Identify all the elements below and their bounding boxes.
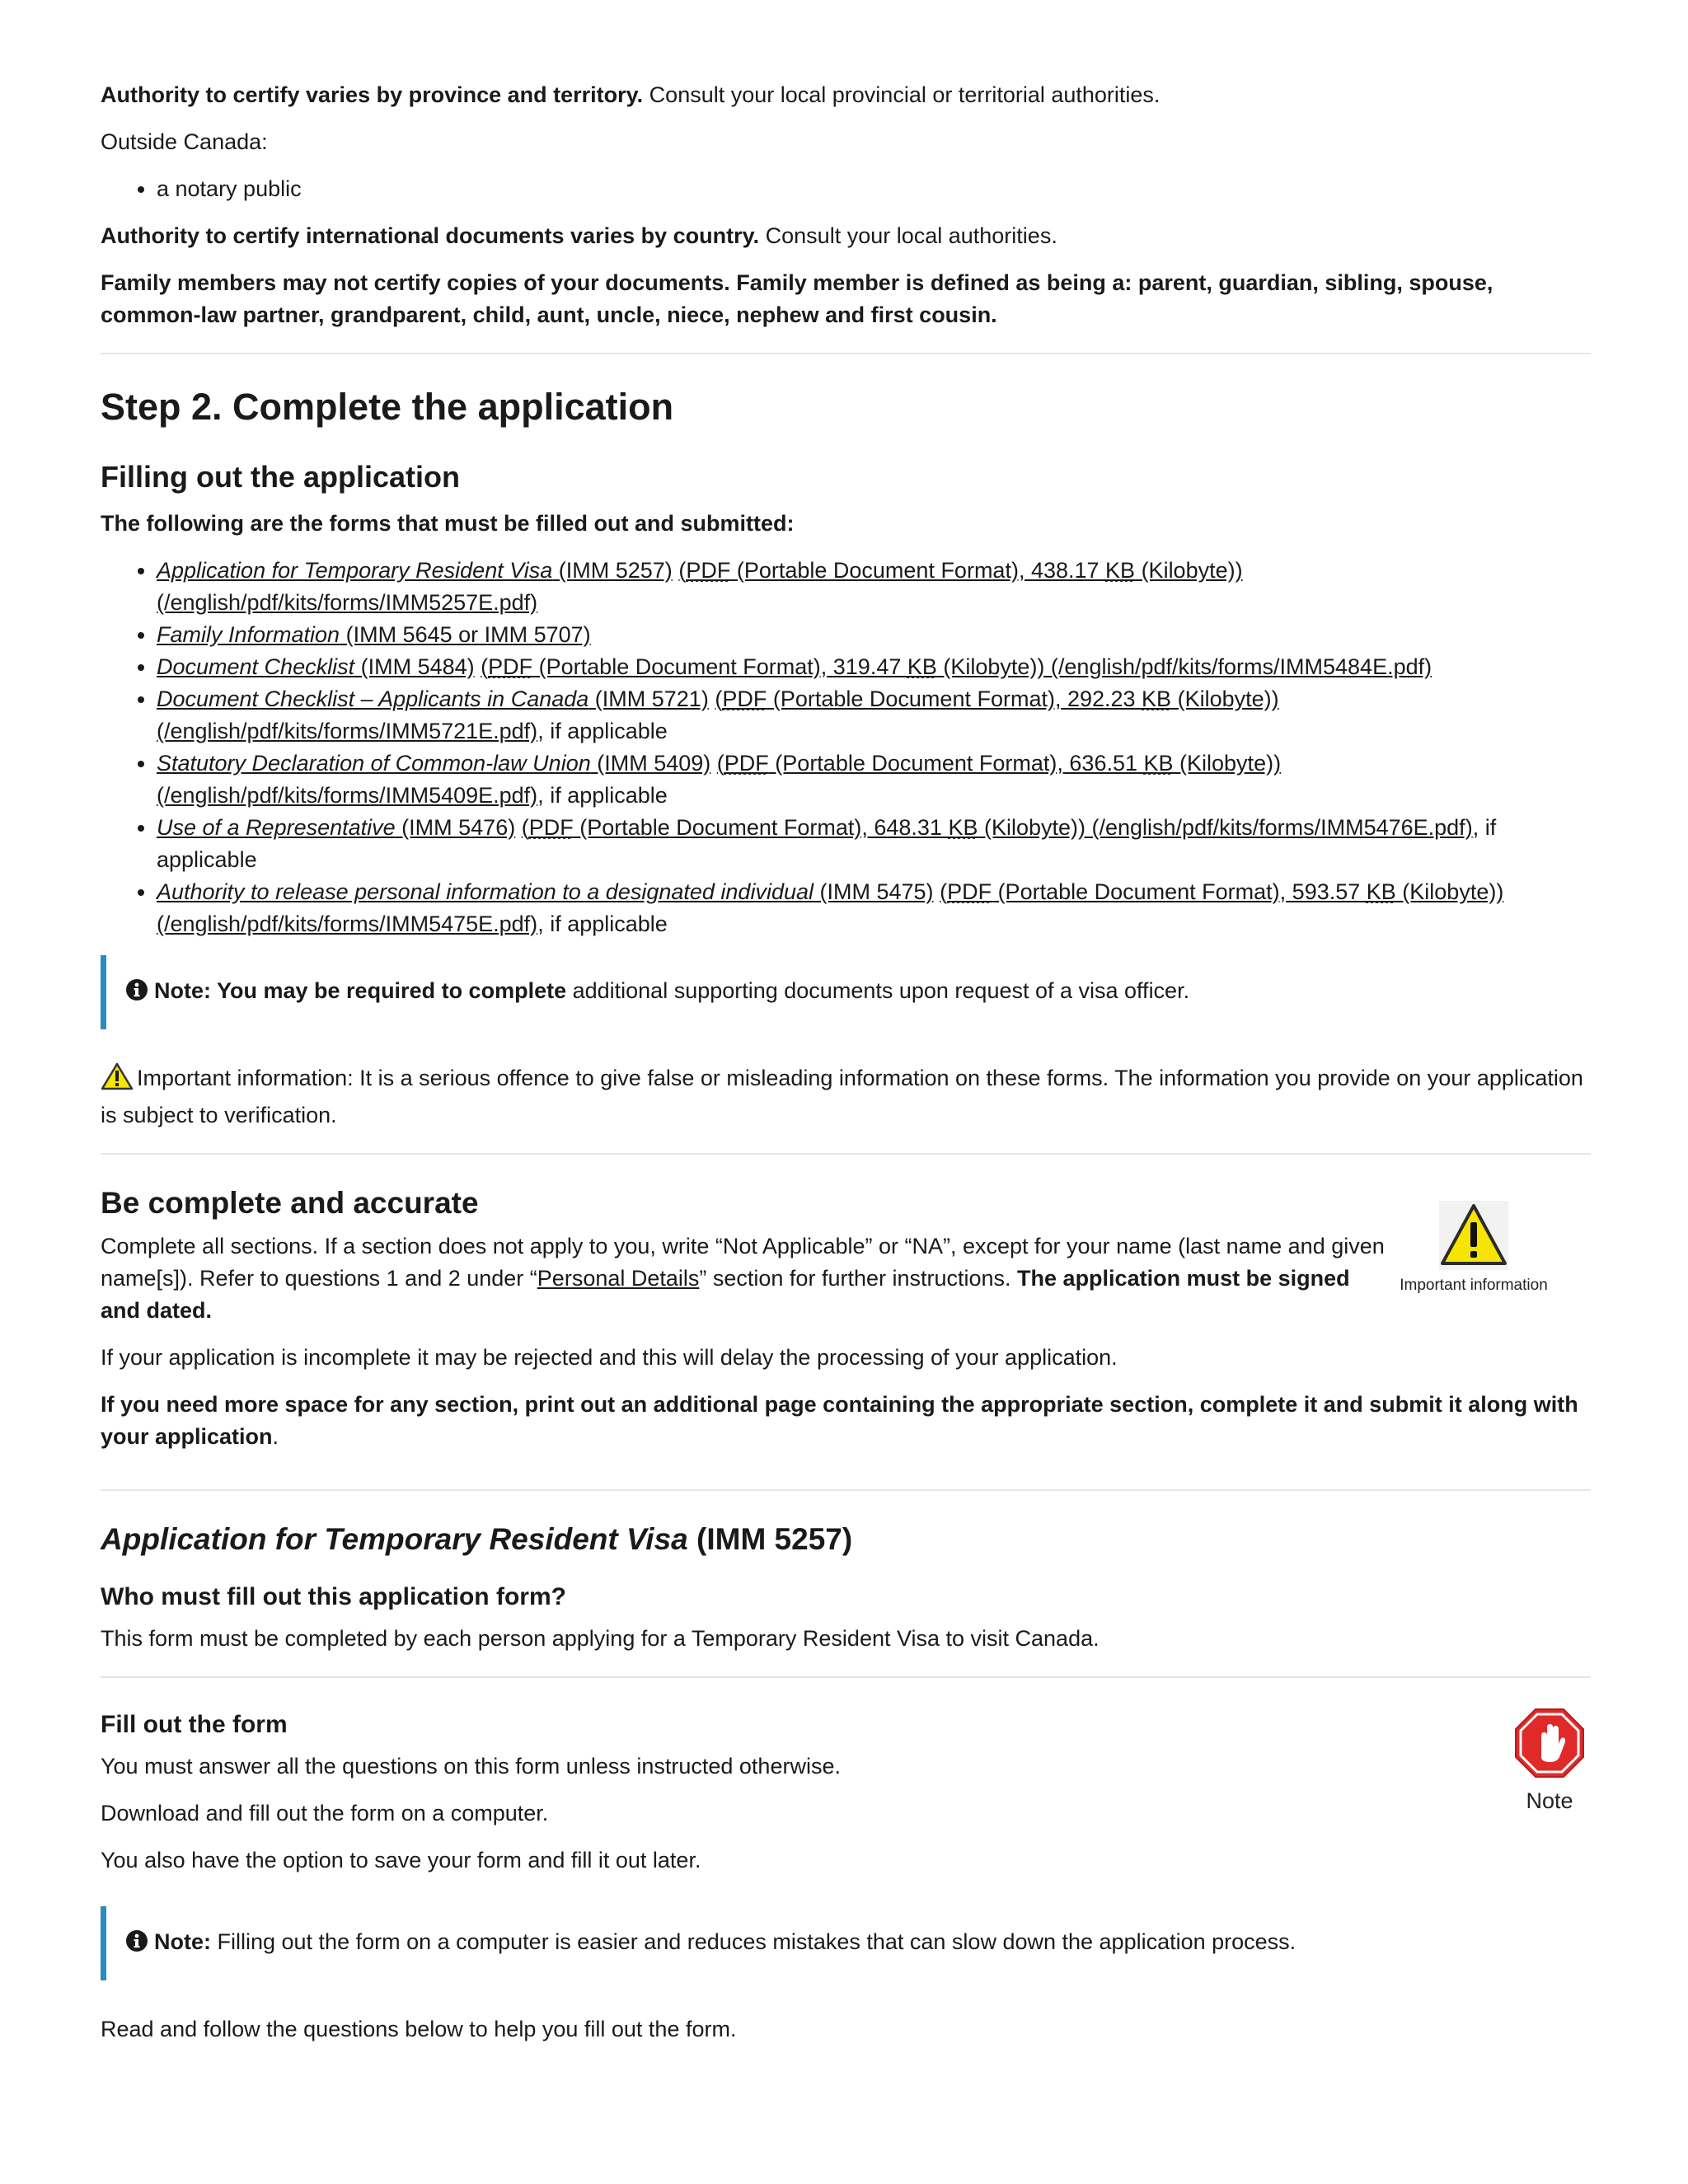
pdf-abbr: PDF bbox=[947, 879, 992, 904]
pdf-full: (Portable Document Format), 593.57 bbox=[992, 879, 1367, 904]
form-link-imm5409[interactable] bbox=[157, 751, 710, 776]
list-item bbox=[157, 876, 1591, 940]
form-code: (IMM 5475) bbox=[814, 879, 934, 904]
family-members-paragraph bbox=[101, 267, 1591, 331]
accurate-heading: Be complete and accurate bbox=[101, 1186, 479, 1220]
kb-abbr: KB bbox=[948, 815, 978, 840]
more-space-paragraph bbox=[101, 1389, 1591, 1453]
incomplete-paragraph: If your application is incomplete it may be rejected and this will delay the processing of your application. bbox=[101, 1345, 1118, 1370]
divider bbox=[101, 1489, 1591, 1491]
pdf-full: (Portable Document Format), 648.31 bbox=[573, 815, 949, 840]
pdf-path: (/english/pdf/kits/forms/IMM5257E.pdf) bbox=[157, 590, 538, 615]
kb-full: (Kilobyte)) bbox=[1171, 687, 1279, 711]
warning-sign-icon bbox=[1439, 1201, 1508, 1270]
pdf-path: (/english/pdf/kits/forms/IMM5409E.pdf) bbox=[157, 783, 538, 808]
fill-p3: You also have the option to save your form and fill it out later. bbox=[101, 1848, 701, 1872]
form-title: Statutory Declaration of Common-law Union bbox=[157, 751, 591, 776]
more-space-bold: If you need more space for any section, print out an additional page containing the appropriate section, complete it and submit it along with your application bbox=[101, 1392, 1578, 1449]
kb-abbr: KB bbox=[1105, 558, 1136, 583]
stop-hand-icon bbox=[1514, 1708, 1585, 1779]
note-box bbox=[101, 955, 1591, 1029]
list-item bbox=[157, 812, 1591, 876]
period: . bbox=[272, 1424, 279, 1449]
pdf-full: (Portable Document Format), 636.51 bbox=[768, 751, 1144, 776]
pdf-pre: ( bbox=[678, 558, 687, 583]
forms-intro-bold: The following are the forms that must be filled out and submitted: bbox=[101, 511, 795, 536]
family-members-bold: Family members may not certify copies of your documents. Family member is defined as being a: parent, guardian, sibling, spouse, common-law partner, grandparent, child, aunt, uncle, niece, nephew and first cousin. bbox=[101, 270, 1493, 327]
divider bbox=[101, 353, 1591, 354]
pdf-abbr: PDF bbox=[724, 751, 769, 776]
outside-canada-label: Outside Canada: bbox=[101, 129, 268, 154]
authority-paragraph bbox=[101, 79, 1591, 111]
international-paragraph bbox=[101, 220, 1591, 252]
pdf-path: (/english/pdf/kits/forms/IMM5484E.pdf) bbox=[1044, 654, 1432, 679]
pdf-abbr: PDF bbox=[686, 558, 731, 583]
international-rest: Consult your local authorities. bbox=[759, 223, 1057, 248]
outside-canada-list bbox=[101, 173, 1591, 205]
important-information-figure bbox=[1391, 1201, 1556, 1296]
authority-bold: Authority to certify varies by province and territory. bbox=[101, 82, 644, 107]
form-code: (IMM 5409) bbox=[590, 751, 711, 776]
form-link-imm5257[interactable] bbox=[157, 558, 673, 583]
list-item bbox=[157, 619, 1591, 651]
form-title: Authority to release personal information to a designated individual bbox=[157, 879, 814, 904]
form-code: (IMM 5257) bbox=[552, 558, 673, 583]
imm5257-heading bbox=[101, 1521, 1591, 1558]
fill-p1: You must answer all the questions on this form unless instructed otherwise. bbox=[101, 1754, 841, 1779]
pdf-full: (Portable Document Format), 319.47 bbox=[532, 654, 907, 679]
forms-intro bbox=[101, 508, 1591, 540]
kb-full: (Kilobyte)) bbox=[1395, 879, 1504, 904]
form-title: Application for Temporary Resident Visa bbox=[157, 558, 553, 583]
warning-icon bbox=[101, 1062, 134, 1099]
document-page bbox=[101, 79, 1591, 2060]
imm5257-heading-title: Application for Temporary Resident Visa bbox=[101, 1522, 688, 1556]
list-item bbox=[157, 555, 1591, 619]
pdf-pre: ( bbox=[521, 815, 529, 840]
kb-full: (Kilobyte)) bbox=[1173, 751, 1282, 776]
p1-mid: ” section for further instructions. bbox=[699, 1266, 1018, 1291]
list-item bbox=[157, 683, 1591, 748]
figure-caption: Important information bbox=[1400, 1277, 1548, 1294]
if-applicable: , if applicable bbox=[537, 719, 668, 743]
authority-rest: Consult your local provincial or territorial authorities. bbox=[643, 82, 1160, 107]
pdf-abbr: PDF bbox=[528, 815, 574, 840]
kb-abbr: KB bbox=[1143, 751, 1174, 776]
form-link-imm5476[interactable] bbox=[157, 815, 515, 840]
info-icon bbox=[126, 977, 148, 1010]
kb-abbr: KB bbox=[1366, 879, 1396, 904]
important-text: Important information: It is a serious offence to give false or misleading information on these forms. The information you provide on your application is subject to verification. bbox=[101, 1066, 1583, 1127]
kb-abbr: KB bbox=[1142, 687, 1172, 711]
note-bold: Note: bbox=[154, 1929, 211, 1954]
pdf-pre: ( bbox=[940, 879, 948, 904]
pdf-full: (Portable Document Format), 292.23 bbox=[767, 687, 1142, 711]
note-text: additional supporting documents upon request of a visa officer. bbox=[566, 978, 1190, 1003]
pdf-abbr: PDF bbox=[488, 654, 533, 679]
list-item: • a notary public bbox=[157, 173, 1591, 205]
who-text: This form must be completed by each person applying for a Temporary Resident Visa to visit Canada. bbox=[101, 1626, 1100, 1651]
note-box bbox=[101, 1906, 1591, 1980]
pdf-path: (/english/pdf/kits/forms/IMM5475E.pdf) bbox=[157, 912, 538, 936]
divider bbox=[101, 1676, 1591, 1678]
personal-details-link[interactable]: Personal Details bbox=[537, 1266, 700, 1291]
form-code: (IMM 5476) bbox=[395, 815, 516, 840]
divider bbox=[101, 1153, 1591, 1155]
final-paragraph: Read and follow the questions below to help you fill out the form. bbox=[101, 2017, 737, 2041]
pdf-path: (/english/pdf/kits/forms/IMM5476E.pdf) bbox=[1085, 815, 1473, 840]
pdf-pre: ( bbox=[716, 751, 724, 776]
forms-list bbox=[101, 555, 1591, 940]
form-link-imm5475[interactable] bbox=[157, 879, 934, 904]
important-information bbox=[101, 1062, 1591, 1132]
pdf-abbr: PDF bbox=[722, 687, 767, 711]
note-bold: Note: You may be required to complete bbox=[154, 978, 567, 1003]
form-link-imm5721[interactable] bbox=[157, 687, 709, 711]
p1-start: Complete all sections. If a section does not apply to you, write “Not Applicable” or “NA”, except for your name (last name and given name[s]). Refer to questions 1 and 2 under “ bbox=[101, 1234, 1385, 1291]
form-link-family-information[interactable] bbox=[157, 622, 591, 647]
note-caption: Note bbox=[1526, 1788, 1573, 1813]
form-title: Use of a Representative bbox=[157, 815, 396, 840]
if-applicable: , if applicable bbox=[157, 815, 1497, 872]
form-title: Document Checklist – Applicants in Canada bbox=[157, 687, 589, 711]
list-item bbox=[157, 748, 1591, 812]
international-bold: Authority to certify international documents varies by country. bbox=[101, 223, 760, 248]
list-item bbox=[157, 651, 1591, 683]
fill-form-heading: Fill out the form bbox=[101, 1711, 288, 1738]
if-applicable: , if applicable bbox=[537, 783, 668, 808]
pdf-full: (Portable Document Format), 438.17 bbox=[730, 558, 1106, 583]
filling-heading: Filling out the application bbox=[101, 460, 460, 494]
if-applicable: , if applicable bbox=[537, 912, 668, 936]
form-code: (IMM 5721) bbox=[588, 687, 709, 711]
kb-full: (Kilobyte)) bbox=[1135, 558, 1243, 583]
signed-dated-bold: The application must be signed and dated. bbox=[101, 1266, 1350, 1323]
pdf-link-imm5476[interactable] bbox=[522, 815, 1473, 840]
fill-p2: Download and fill out the form on a computer. bbox=[101, 1801, 549, 1825]
note-figure bbox=[1508, 1708, 1591, 1816]
form-link-imm5484[interactable] bbox=[157, 654, 475, 679]
form-code: (IMM 5484) bbox=[354, 654, 475, 679]
who-heading: Who must fill out this application form? bbox=[101, 1583, 566, 1610]
info-icon bbox=[126, 1929, 148, 1961]
imm5257-heading-code: (IMM 5257) bbox=[687, 1522, 853, 1556]
note-text: Filling out the form on a computer is easier and reduces mistakes that can slow down the application process. bbox=[211, 1929, 1296, 1954]
form-title: Document Checklist bbox=[157, 654, 355, 679]
kb-full: (Kilobyte)) bbox=[978, 815, 1085, 840]
complete-sections-paragraph bbox=[101, 1230, 1591, 1327]
pdf-path: (/english/pdf/kits/forms/IMM5721E.pdf) bbox=[157, 719, 538, 743]
pdf-pre: ( bbox=[715, 687, 723, 711]
form-title: Family Information bbox=[157, 622, 340, 647]
kb-full: (Kilobyte)) bbox=[936, 654, 1045, 679]
pdf-link-imm5484[interactable] bbox=[481, 654, 1432, 679]
pdf-pre: ( bbox=[481, 654, 489, 679]
form-code: (IMM 5645 or IMM 5707) bbox=[340, 622, 591, 647]
kb-abbr: KB bbox=[907, 654, 937, 679]
step2-heading: Step 2. Complete the application bbox=[101, 386, 674, 428]
